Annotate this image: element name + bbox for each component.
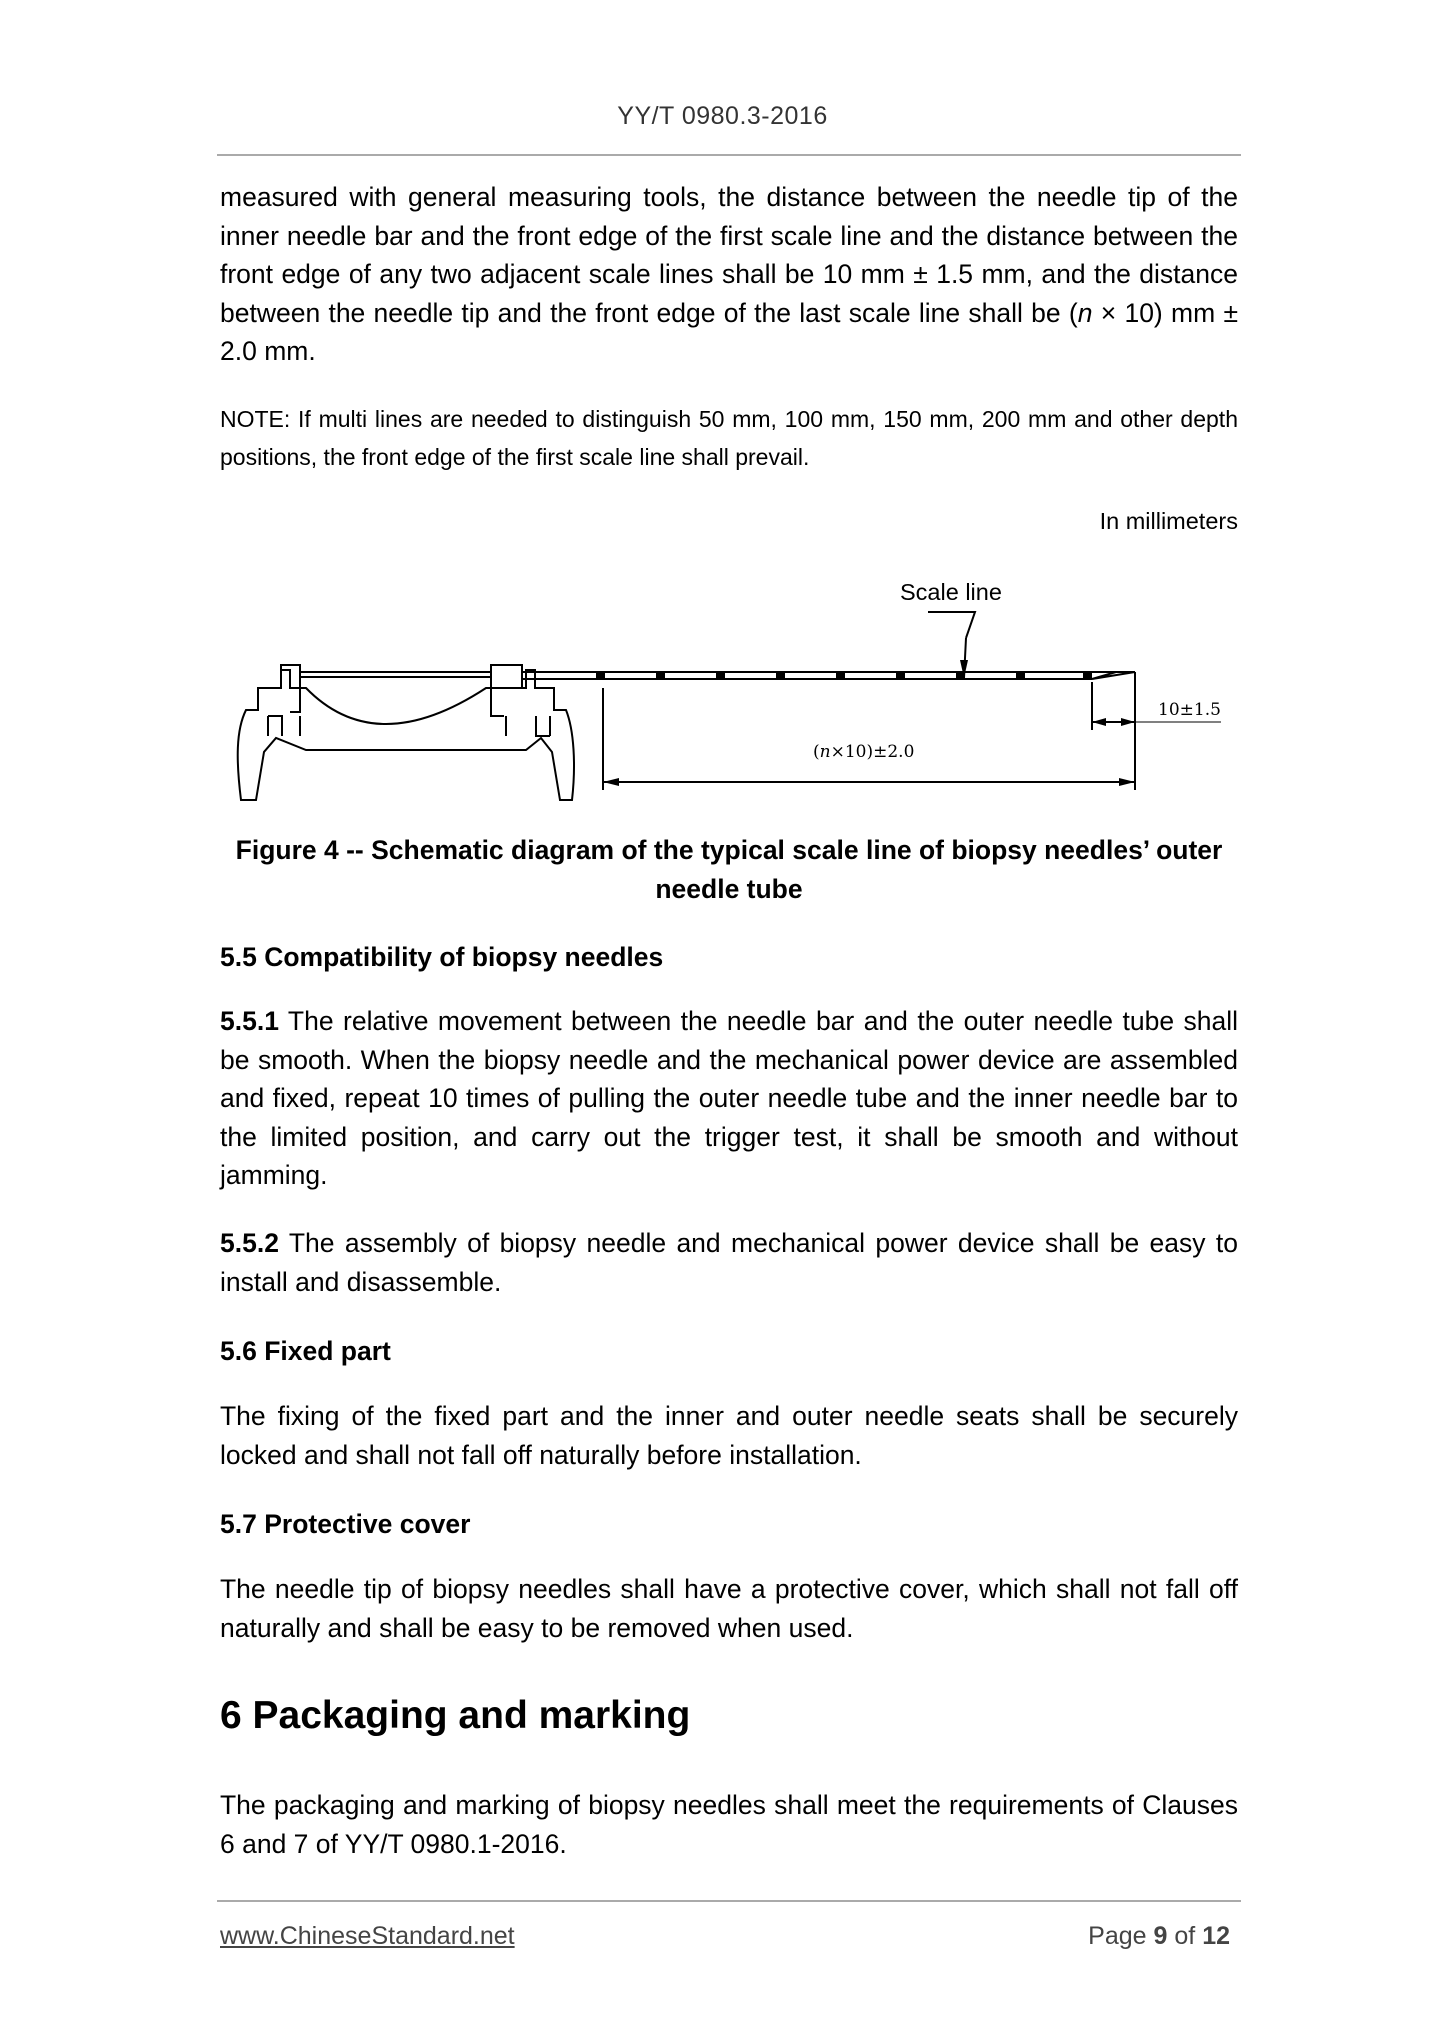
scale-line-label: Scale line bbox=[900, 579, 1002, 605]
header-rule bbox=[217, 154, 1241, 156]
unit-label: In millimeters bbox=[1099, 508, 1238, 534]
website-link[interactable]: www.ChineseStandard.net bbox=[220, 1922, 515, 1950]
scale-line-leader bbox=[928, 612, 975, 678]
clause-5-5-1-number: 5.5.1 bbox=[220, 1006, 279, 1036]
scale-tick bbox=[836, 672, 845, 679]
spacing-dimension-label: 10±1.5 bbox=[1158, 700, 1221, 720]
scale-tick bbox=[716, 672, 725, 679]
section-5-6-text: The fixing of the fixed part and the inner and outer needle seats shall be securely locked and shall not fall off naturally before installation. bbox=[220, 1401, 1238, 1470]
intro-variable-n: n bbox=[1077, 297, 1093, 328]
middle-tab bbox=[491, 665, 522, 716]
section-6-text: The packaging and marking of biopsy needles shall meet the requirements of Clauses 6 and 7 of YY/T 0980.1-2016. bbox=[220, 1790, 1238, 1859]
scale-tick bbox=[656, 672, 665, 679]
arrow-head bbox=[1121, 718, 1135, 726]
scale-line-figure bbox=[236, 560, 1236, 810]
needle-hub-housing bbox=[238, 670, 574, 800]
footer-rule bbox=[217, 1900, 1241, 1902]
needle-tip bbox=[1092, 672, 1135, 679]
figure-caption: Figure 4 -- Schematic diagram of the typical scale line of biopsy needles’ outer needle tube bbox=[235, 835, 1223, 904]
scale-tick bbox=[776, 672, 785, 679]
right-clip bbox=[506, 716, 550, 736]
section-5-7-heading: 5.7 Protective cover bbox=[220, 1509, 471, 1539]
clause-5-5-1 bbox=[220, 1002, 1238, 1195]
arrow-head bbox=[603, 778, 619, 786]
scale-tick bbox=[896, 672, 905, 679]
arrow-head bbox=[1092, 718, 1106, 726]
intro-text-part-2: × 10) mm ± 2.0 mm. bbox=[220, 297, 1238, 366]
section-5-6-heading: 5.6 Fixed part bbox=[220, 1336, 391, 1366]
clause-5-5-2-text: The assembly of biopsy needle and mechanical power device shall be easy to install and disassemble. bbox=[220, 1228, 1238, 1297]
left-clip bbox=[268, 716, 300, 736]
total-dimension-label: (n×10)±2.0 bbox=[813, 742, 915, 762]
section-6-heading: 6 Packaging and marking bbox=[220, 1694, 691, 1737]
intro-text-part-1: measured with general measuring tools, the distance between the needle tip of the inner needle bar and the front edge of the first scale line and the distance between the front edge of any two adjacent scale lines shall be 10 mm ± 1.5 mm, and the distance between the needle tip and the front edge of the last scale line shall be ( bbox=[220, 182, 1238, 328]
section-5-7-text: The needle tip of biopsy needles shall have a protective cover, which shall not fall off naturally and shall be easy to be removed when used. bbox=[220, 1574, 1238, 1643]
clause-5-5-2 bbox=[220, 1224, 1238, 1301]
note-paragraph: NOTE: If multi lines are needed to distinguish 50 mm, 100 mm, 150 mm, 200 mm and other depth positions, the front edge of the first scale line shall prevail. bbox=[220, 406, 1238, 470]
intro-paragraph bbox=[220, 178, 1238, 371]
arrow-head bbox=[1119, 778, 1135, 786]
clause-5-5-2-number: 5.5.2 bbox=[220, 1228, 279, 1258]
scale-tick bbox=[596, 672, 605, 679]
document-id-header: YY/T 0980.3-2016 bbox=[617, 102, 828, 130]
section-5-5-heading: 5.5 Compatibility of biopsy needles bbox=[220, 942, 664, 972]
scale-tick bbox=[1016, 672, 1025, 679]
clause-5-5-1-text: The relative movement between the needle bar and the outer needle tube shall be smooth. When the biopsy needle and the mechanical power device are assembled and fixed, repeat 10 times of pulling the outer needle tube and the inner needle bar to the limited position, and carry out the trigger test, it shall be smooth and without jamming. bbox=[220, 1006, 1238, 1190]
page-number: Page 9 of 12 bbox=[1088, 1922, 1230, 1950]
scale-tick bbox=[1083, 672, 1092, 679]
